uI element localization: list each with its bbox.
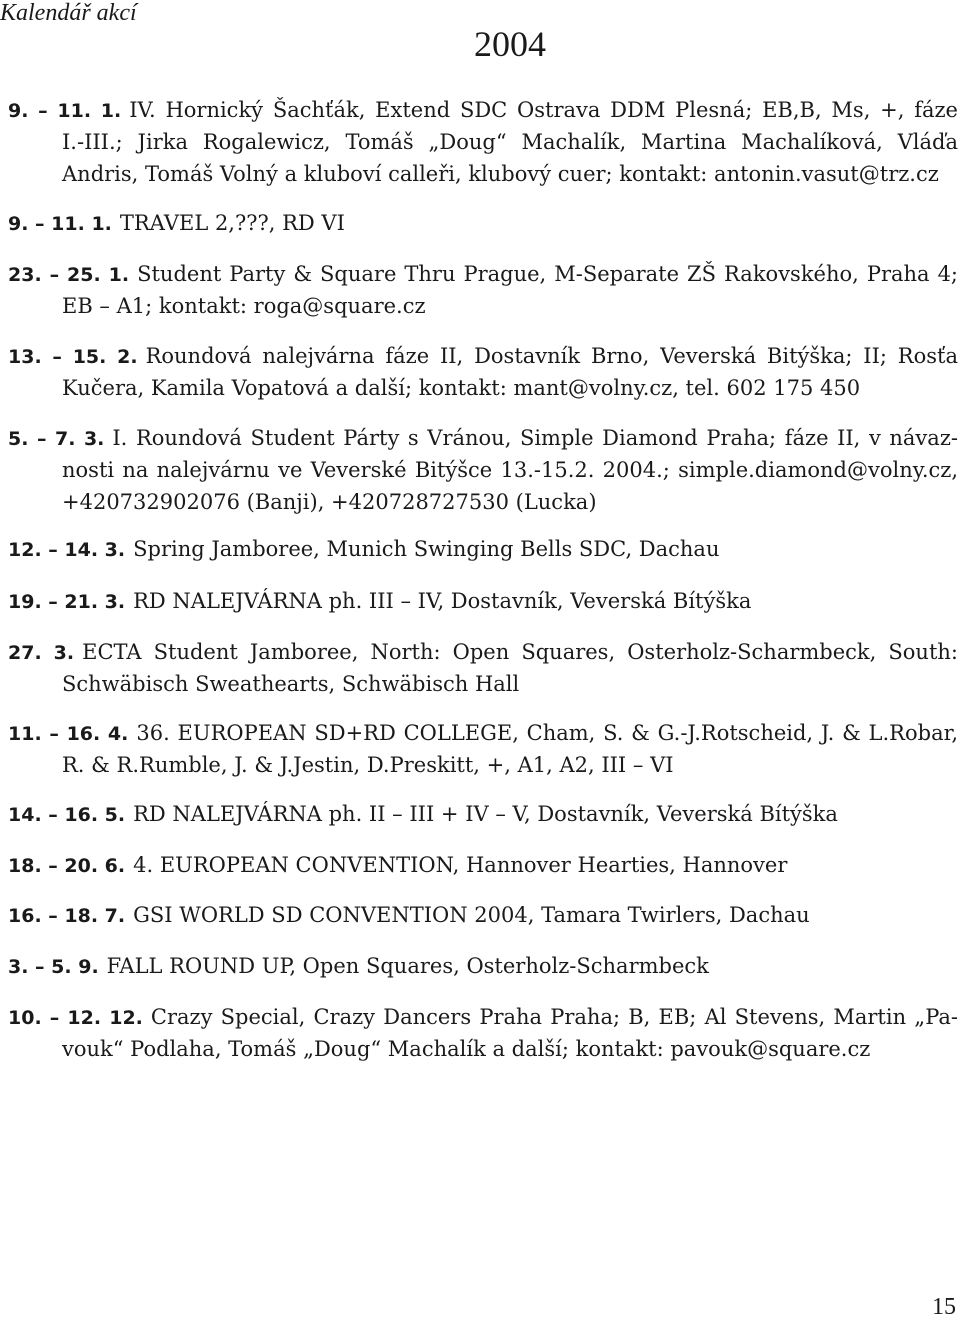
event-text: ECTA Student Jamboree, North: Open Squares, Osterholz-Scharmbeck, South: (82, 640, 958, 664)
event-text: RD NALEJVÁRNA ph. II – III + IV – V, Dostavník, Veverská Bítýška (133, 802, 838, 826)
event-entry (8, 950, 958, 982)
event-text: TRAVEL 2,???, RD VI (119, 211, 345, 235)
event-entry (8, 636, 958, 700)
event-text: 4. EUROPEAN CONVENTION, Hannover Hearties, Hannover (133, 853, 788, 877)
year-heading: 2004 (474, 24, 546, 64)
event-first-line (8, 798, 958, 830)
event-text: Roundová nalejvárna fáze II, Dostavník Brno, Veverská Bitýška; II; Rosťa (145, 344, 958, 368)
event-first-line (8, 585, 958, 617)
event-text: FALL ROUND UP, Open Squares, Osterholz-Scharmbeck (106, 954, 709, 978)
event-text: GSI WORLD SD CONVENTION 2004, Tamara Twirlers, Dachau (133, 903, 810, 927)
event-first-line (8, 849, 958, 881)
event-first-line (8, 899, 958, 931)
event-date: 19. – 21. 3. (8, 591, 126, 613)
event-text: I. Roundová Student Párty s Vránou, Simple Diamond Praha; fáze II, v návaz- (112, 426, 958, 450)
event-first-line (8, 258, 958, 290)
event-date: 5. – 7. 3. (8, 428, 105, 450)
event-first-line (8, 1001, 958, 1033)
event-entry (8, 207, 958, 239)
event-entry (8, 717, 958, 781)
section-title: Kalendář akcí (0, 0, 137, 26)
event-date: 10. – 12. 12. (8, 1007, 143, 1029)
event-entry (8, 422, 958, 518)
event-date: 9. – 11. 1. (8, 213, 112, 235)
event-date: 23. – 25. 1. (8, 264, 130, 286)
event-entry (8, 258, 958, 322)
event-entry (8, 340, 958, 404)
event-first-line (8, 340, 958, 372)
event-text: RD NALEJVÁRNA ph. III – IV, Dostavník, Veverská Bítýška (133, 589, 752, 613)
page-number: 15 (932, 1294, 956, 1320)
event-date: 13. – 15. 2. (8, 346, 138, 368)
event-first-line (8, 94, 958, 126)
event-text-continuation: R. & R.Rumble, J. & J.Jestin, D.Preskitt, +, A1, A2, III – VI (62, 753, 674, 777)
event-first-line (8, 533, 958, 565)
event-date: 12. – 14. 3. (8, 539, 126, 561)
event-date: 18. – 20. 6. (8, 855, 126, 877)
event-text-continuation: EB – A1; kontakt: roga@square.cz (62, 294, 426, 318)
event-text: Spring Jamboree, Munich Swinging Bells SDC, Dachau (133, 537, 720, 561)
event-text: IV. Hornický Šachťák, Extend SDC Ostrava DDM Plesná; EB,B, Ms, +, fáze (129, 98, 958, 122)
event-text-continuation: +420732902076 (Banji), +420728727530 (Lucka) (62, 490, 597, 514)
event-date: 3. – 5. 9. (8, 956, 99, 978)
event-first-line (8, 207, 958, 239)
event-text-continuation: I.-III.; Jirka Rogalewicz, Tomáš „Doug“ Machalík, Martina Machalíková, Vláďa (62, 130, 958, 154)
event-text: Crazy Special, Crazy Dancers Praha Praha; B, EB; Al Stevens, Martin „Pa- (150, 1005, 958, 1029)
event-first-line (8, 422, 958, 454)
event-entry (8, 94, 958, 190)
event-text: 36. EUROPEAN SD+RD COLLEGE, Cham, S. & G.-J.Rotscheid, J. & L.Robar, (136, 721, 958, 745)
event-text-continuation: Andris, Tomáš Volný a kluboví calleři, klubový cuer; kontakt: antonin.vasut@trz.cz (62, 162, 939, 186)
event-date: 27. 3. (8, 642, 75, 664)
event-date: 14. – 16. 5. (8, 804, 126, 826)
event-entry (8, 1001, 958, 1065)
event-first-line (8, 950, 958, 982)
event-date: 16. – 18. 7. (8, 905, 126, 927)
event-date: 11. – 16. 4. (8, 723, 129, 745)
event-entry (8, 798, 958, 830)
event-entry (8, 899, 958, 931)
event-entry (8, 849, 958, 881)
event-entry (8, 533, 958, 565)
event-first-line (8, 636, 958, 668)
event-first-line (8, 717, 958, 749)
event-text-continuation: Schwäbisch Sweathearts, Schwäbisch Hall (62, 672, 520, 696)
event-date: 9. – 11. 1. (8, 100, 122, 122)
event-text-continuation: nosti na nalejvárnu ve Veverské Bitýšce 13.-15.2. 2004.; simple.diamond@volny.cz, (62, 458, 958, 482)
event-text: Student Party & Square Thru Prague, M-Separate ZŠ Rakovského, Praha 4; (137, 262, 959, 286)
event-text-continuation: vouk“ Podlaha, Tomáš „Doug“ Machalík a další; kontakt: pavouk@square.cz (62, 1037, 871, 1061)
event-text-continuation: Kučera, Kamila Vopatová a další; kontakt: mant@volny.cz, tel. 602 175 450 (62, 376, 861, 400)
event-entry (8, 585, 958, 617)
